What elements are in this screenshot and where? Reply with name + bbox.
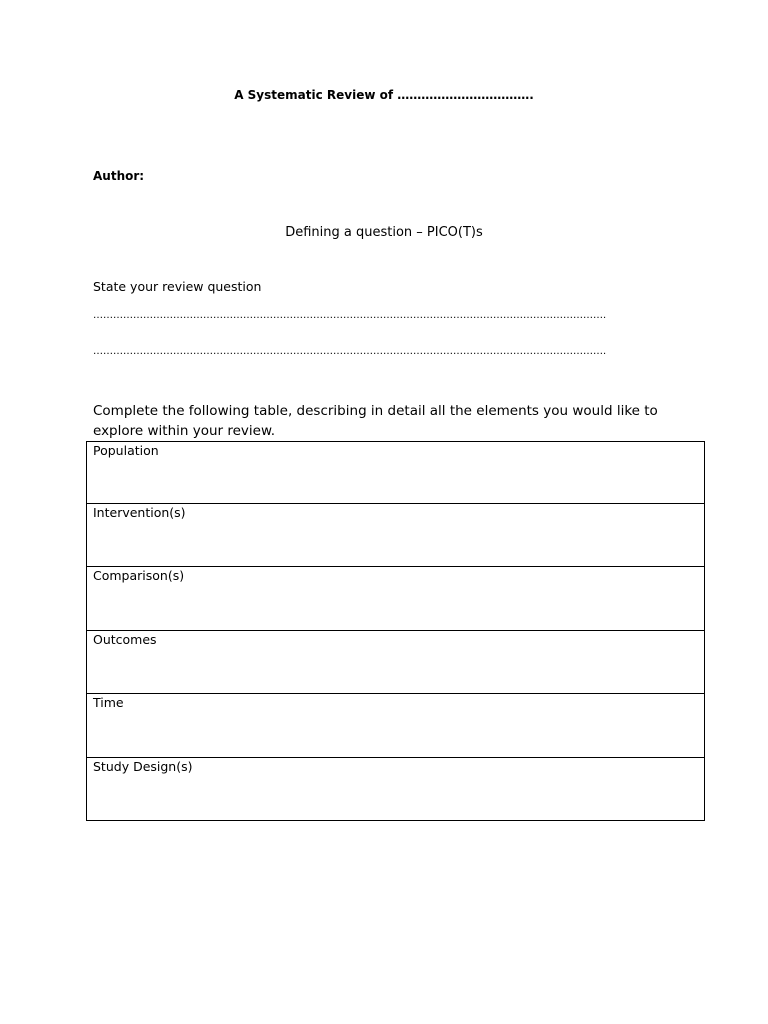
- review-question-line-2[interactable]: ……………………………………………………………………………………………………………………………………….: [93, 346, 607, 357]
- review-question-prompt: State your review question: [93, 279, 262, 294]
- comparison-label: Comparison(s): [93, 568, 185, 583]
- time-label: Time: [93, 695, 124, 710]
- review-question-line-1[interactable]: ……………………………………………………………………………………………………………………………………….: [93, 310, 607, 321]
- study-design-label: Study Design(s): [93, 759, 193, 774]
- table-row: [87, 504, 705, 567]
- time-cell[interactable]: [87, 694, 705, 758]
- outcomes-label: Outcomes: [93, 632, 157, 647]
- table-row: [87, 567, 705, 631]
- intervention-label: Intervention(s): [93, 505, 186, 520]
- table-row: [87, 758, 705, 821]
- study-design-cell[interactable]: [87, 758, 705, 821]
- author-label: Author:: [93, 169, 145, 183]
- table-row: [87, 442, 705, 504]
- pico-table: [86, 441, 705, 821]
- section-heading: Defining a question – PICO(T)s: [285, 225, 483, 240]
- document-title-text: A Systematic Review of …………………………….: [234, 88, 534, 102]
- population-cell[interactable]: [87, 442, 705, 504]
- outcomes-cell[interactable]: [87, 631, 705, 694]
- table-row: [87, 631, 705, 694]
- intervention-cell[interactable]: [87, 504, 705, 567]
- population-label: Population: [93, 443, 159, 458]
- table-row: [87, 694, 705, 758]
- comparison-cell[interactable]: [87, 567, 705, 631]
- table-instructions: Complete the following table, describing in detail all the elements you would like to explore within your review.: [93, 403, 658, 439]
- document-title: [0, 87, 768, 103]
